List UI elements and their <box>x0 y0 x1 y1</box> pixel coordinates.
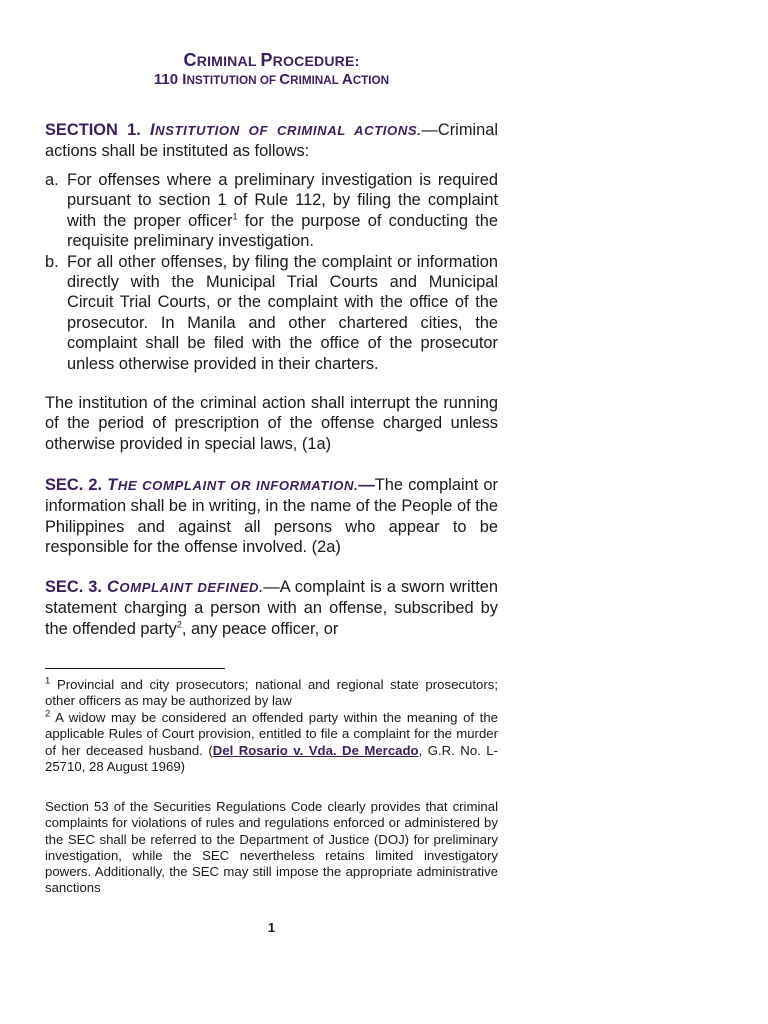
section-1-list <box>45 170 498 374</box>
title-line-2: 110 INSTITUTION OF CRIMINAL ACTION <box>153 71 390 88</box>
section-1-intro: SECTION 1. INSTITUTION OF CRIMINAL ACTIONS.—Criminal actions shall be instituted as follows: <box>45 121 498 161</box>
footnote-ref-1[interactable]: 1 <box>232 211 238 222</box>
title-line-1: CRIMINAL PROCEDURE: <box>183 50 360 70</box>
section-1-heading: SECTION 1. <box>45 121 150 139</box>
section-1-paragraph: The institution of the criminal action shall interrupt the running of the period of prescription of the offense charged unless otherwise provided in special laws, (1a) <box>45 394 498 453</box>
page-number: 1 <box>267 920 276 935</box>
footnote-ref-2[interactable]: 2 <box>176 619 182 630</box>
section-3-heading: SEC. 3. <box>45 578 107 596</box>
section-3: SEC. 3. COMPLAINT DEFINED.—A complaint is a sworn written statement charging a person with an offense, subscribed by the offended party$^2$, any peace officer, or <box>45 578 498 638</box>
footnote-divider <box>45 668 225 669</box>
section-2-title: THE COMPLAINT OR INFORMATION. <box>107 476 359 494</box>
footnote-2: $^2$ A widow may be considered an offended party within the meaning of the applicable Rules of Court provision, entitled to file a complaint for the murder of her deceased husband. (Del Rosario v. Vda. De Mercado, G.R. No. L-25710, 28 August 1969) <box>45 708 499 774</box>
list-item-a: a. For offenses where a preliminary investigation is required pursuant to section 1 of Rule 112, by filing the complaint with the proper officer$^1$ for the purpose of conducting the requisite preliminary investigation. <box>45 171 498 251</box>
section-2: SEC. 2. THE COMPLAINT OR INFORMATION.—The complaint or information shall be in writing, in the name of the People of the Philippines and against all persons who appear to be responsible for the offense involved. (2a) <box>45 476 498 557</box>
footnote-note: Section 53 of the Securities Regulations Code clearly provides that criminal complaints for violations of rules and regulations enforced or administered by the SEC shall be referred to the Department of Justice (DOJ) for preliminary investigation, while the SEC nevertheless retains limited investigatory powers. Additionally, the SEC may still impose the appropriate administrative sanctions <box>45 799 498 896</box>
case-citation-link[interactable]: Del Rosario v. Vda. De Mercado <box>212 742 419 758</box>
footnote-1: $^1$ Provincial and city prosecutors; national and regional state prosecutors; other officers as may be authorized by law <box>45 675 498 709</box>
section-2-heading: SEC. 2. <box>45 476 108 494</box>
section-1-title: INSTITUTION OF CRIMINAL ACTIONS. <box>149 121 422 139</box>
section-3-title: COMPLAINT DEFINED. <box>106 578 264 596</box>
list-item-b: b. For all other offenses, by filing the complaint or information directly with the Municipal Trial Courts and Municipal Circuit Trial Courts, or the complaint with the office of the prosecutor. In Manila and other chartered cities, the complaint shall be filed with the office of the prosecutor unless otherwise provided in their charters. <box>45 252 498 373</box>
